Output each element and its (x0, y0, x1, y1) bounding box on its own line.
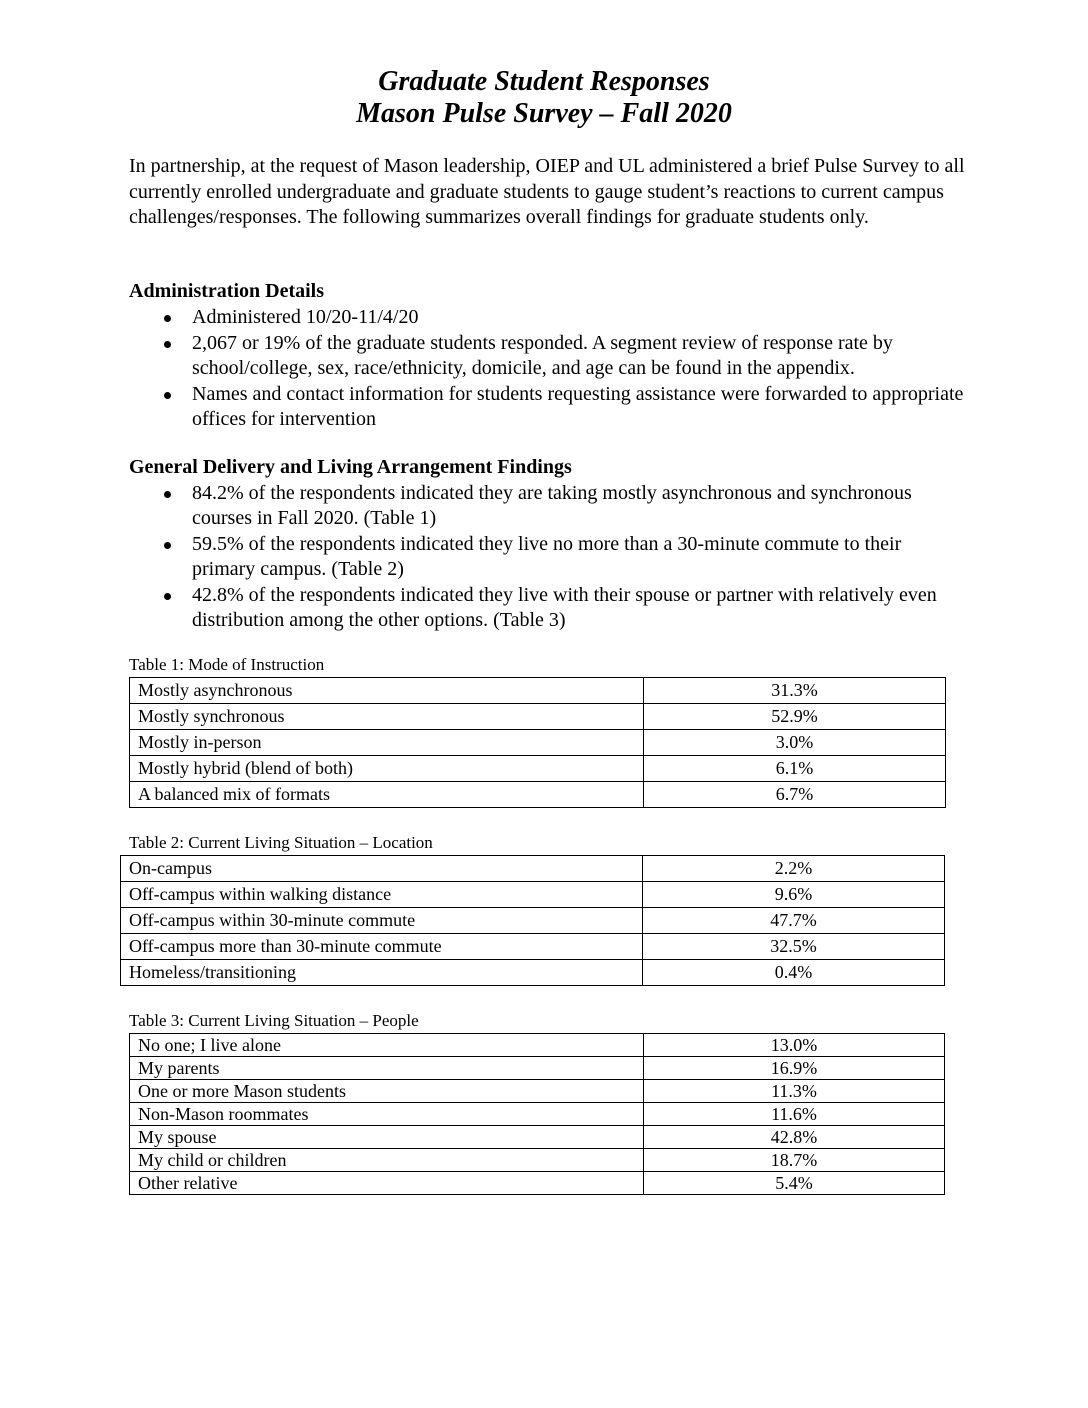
row-label: Homeless/transitioning (121, 960, 643, 986)
row-value: 31.3% (644, 678, 946, 704)
row-label: No one; I live alone (130, 1034, 644, 1057)
table-row (130, 678, 946, 704)
table-row (121, 934, 945, 960)
row-label: Mostly asynchronous (130, 678, 644, 704)
table-row (130, 1172, 945, 1195)
row-value: 47.7% (643, 908, 945, 934)
row-value: 6.1% (644, 756, 946, 782)
bullet-item: Administered 10/20-11/4/20 (129, 305, 969, 330)
row-value: 16.9% (644, 1057, 945, 1080)
row-value: 5.4% (644, 1172, 945, 1195)
row-label: Mostly in-person (130, 730, 644, 756)
table-row (130, 1034, 945, 1057)
row-label: One or more Mason students (130, 1080, 644, 1103)
row-value: 42.8% (644, 1126, 945, 1149)
table-row (121, 960, 945, 986)
table1-caption: Table 1: Mode of Instruction (129, 655, 325, 674)
row-value: 2.2% (643, 856, 945, 882)
table2-caption: Table 2: Current Living Situation – Location (129, 833, 433, 852)
row-label: Mostly synchronous (130, 704, 644, 730)
row-value: 52.9% (644, 704, 946, 730)
intro-paragraph: In partnership, at the request of Mason leadership, OIEP and UL administered a brief Pulse Survey to all currently enrolled undergraduate and graduate students to gauge student’s reactions to current campus challenges/responses. The following summarizes overall findings for graduate students only. (129, 155, 965, 228)
living-people-table (129, 1033, 945, 1195)
table-row (121, 856, 945, 882)
row-label: My parents (130, 1057, 644, 1080)
row-value: 13.0% (644, 1034, 945, 1057)
row-value: 11.3% (644, 1080, 945, 1103)
row-value: 32.5% (643, 934, 945, 960)
table-row (121, 882, 945, 908)
bullet-item: 2,067 or 19% of the graduate students responded. A segment review of response rate by school/college, sex, race/ethnicity, domicile, and age can be found in the appendix. (129, 331, 969, 381)
living-location-table (120, 855, 945, 986)
row-label: Non-Mason roommates (130, 1103, 644, 1126)
row-value: 18.7% (644, 1149, 945, 1172)
row-value: 11.6% (644, 1103, 945, 1126)
row-value: 9.6% (643, 882, 945, 908)
admin-details-list (129, 305, 969, 433)
row-label: Off-campus more than 30-minute commute (121, 934, 643, 960)
findings-list (129, 481, 969, 634)
row-label: A balanced mix of formats (130, 782, 644, 808)
row-value: 0.4% (643, 960, 945, 986)
row-value: 6.7% (644, 782, 946, 808)
document-title: Graduate Student Responses (378, 66, 710, 97)
row-label: Other relative (130, 1172, 644, 1195)
table-row (130, 1057, 945, 1080)
row-label: My spouse (130, 1126, 644, 1149)
bullet-item: Names and contact information for students requesting assistance were forwarded to appropriate offices for intervention (129, 382, 969, 432)
table-row (130, 756, 946, 782)
row-label: My child or children (130, 1149, 644, 1172)
row-label: Off-campus within 30-minute commute (121, 908, 643, 934)
bullet-item: 84.2% of the respondents indicated they are taking mostly asynchronous and synchronous courses in Fall 2020. (Table 1) (129, 481, 969, 531)
bullet-item: 42.8% of the respondents indicated they live with their spouse or partner with relatively even distribution among the other options. (Table 3) (129, 583, 969, 633)
table-row (130, 1126, 945, 1149)
admin-details-heading: Administration Details (129, 280, 324, 302)
row-value: 3.0% (644, 730, 946, 756)
table-row (130, 1103, 945, 1126)
document-subtitle: Mason Pulse Survey – Fall 2020 (356, 98, 732, 129)
bullet-item: 59.5% of the respondents indicated they live no more than a 30-minute commute to their primary campus. (Table 2) (129, 532, 969, 582)
table-row (130, 1149, 945, 1172)
row-label: Mostly hybrid (blend of both) (130, 756, 644, 782)
table-row (121, 908, 945, 934)
table-row (130, 704, 946, 730)
findings-heading: General Delivery and Living Arrangement Findings (129, 456, 572, 478)
table-row (130, 730, 946, 756)
table3-caption: Table 3: Current Living Situation – People (129, 1011, 419, 1030)
row-label: On-campus (121, 856, 643, 882)
mode-of-instruction-table (129, 677, 946, 808)
row-label: Off-campus within walking distance (121, 882, 643, 908)
table-row (130, 1080, 945, 1103)
table-row (130, 782, 946, 808)
